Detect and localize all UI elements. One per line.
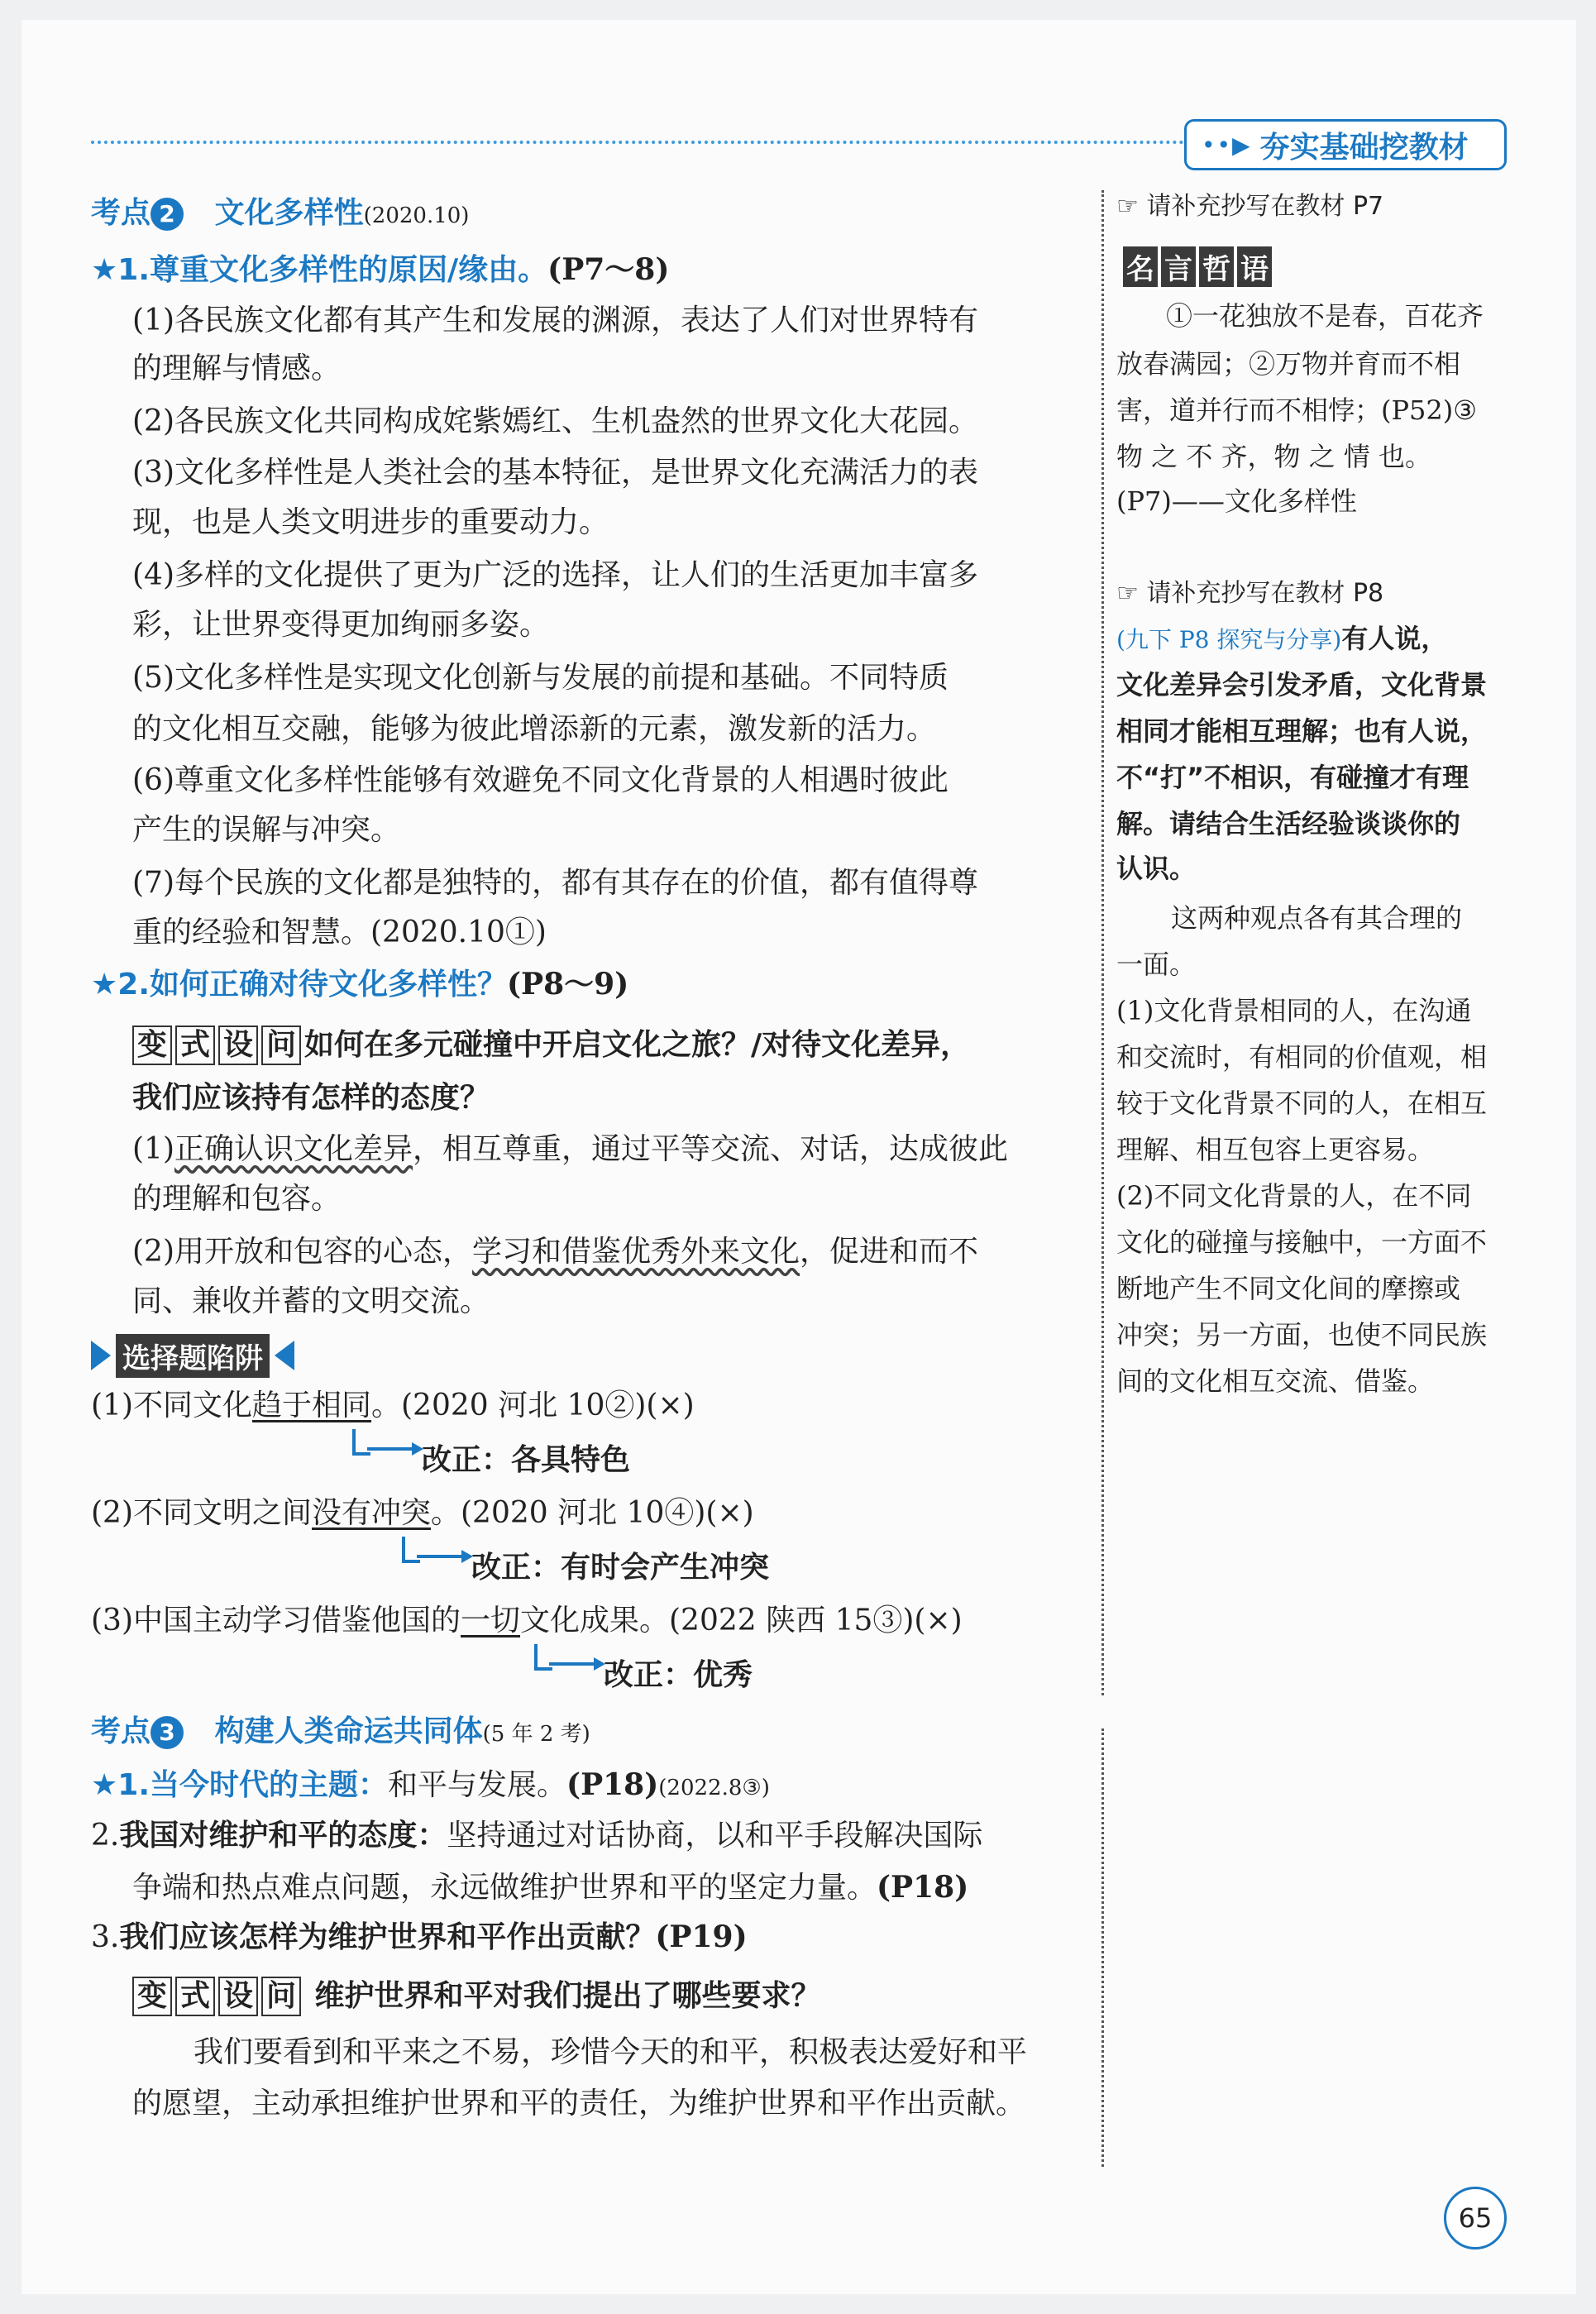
kd3-q2-num: 2. [91,1819,120,1853]
kd2-q1-ref: (P7～8) [547,252,670,287]
kd3-q3 [91,1920,748,1954]
variant-box-char: 设 [218,1977,258,2016]
trap-text: (1)不同文化 [91,1389,252,1422]
trap-correction: 改正：各具特色 [422,1443,631,1477]
quote-line: 放春满园；②万物并育而不相 [1116,348,1461,380]
answer-line: 理解、相互包容上更容易。 [1116,1134,1435,1165]
kd3-q2-line2 [132,1871,968,1905]
kd2-title: 文化多样性 [214,196,364,230]
kd3-q1-body: 和平与发展。 [388,1768,567,1802]
trap-item [91,1389,695,1422]
kd3-q3-answer: 我们要看到和平来之不易，珍惜今天的和平，积极表达爱好和平 [194,2035,1028,2069]
trap-error-phrase: 一切 [461,1604,521,1637]
answer-line: 和交流时，有相同的价值观，相 [1116,1041,1488,1073]
kd2-q1-line: (4)多样的文化提供了更为广泛的选择，让人们的生活更加丰富多 [132,558,978,592]
trap-source: 文化成果。(2022 陕西 15③)(×) [520,1604,963,1637]
kd2-q1-line: 的理解与情感。 [132,351,342,385]
kd3-q1 [91,1768,770,1805]
answer-text: ，相互尊重，通过平等交流、对话，达成彼此 [413,1132,1009,1166]
kd2-q2-heading [91,968,628,1002]
answer-line: 冲突；另一方面，也使不同民族 [1116,1319,1488,1351]
explore-line: 文化差异会引发矛盾，文化背景 [1116,669,1488,700]
trap-item [91,1604,963,1637]
variant-box-char: 变 [132,1977,172,2016]
kd3-q2-ref: (P18) [877,1870,969,1905]
variant-box-char: 设 [218,1026,258,1065]
badge-arrow-icon: ••▶ [1202,131,1252,159]
play-left-icon [275,1341,294,1370]
answer-line: 间的文化相互交流、借鉴。 [1116,1365,1435,1397]
sidebar-note-p7: ☞ 请补充抄写在教材 P7 [1116,192,1384,221]
kd2-q2-answer-2 [132,1236,978,1269]
trap-text: (3)中国主动学习借鉴他国的 [91,1604,461,1637]
answer-text: ，促进和而不 [800,1235,979,1269]
kd2-number-badge: 2 [151,198,184,231]
kd2-q2-variant [132,1026,970,1065]
answer-line: (2)不同文化背景的人，在不同 [1116,1180,1472,1212]
kd3-q3-answer-line2: 的愿望，主动承担维护世界和平的责任，为维护世界和平作出贡献。 [132,2087,1026,2120]
kd3-q3-title: 我们应该怎样为维护世界和平作出贡献？ [119,1920,656,1954]
answer-line: 较于文化背景不同的人，在相互 [1116,1088,1488,1119]
kd3-q3-ref: (P19) [655,1920,748,1954]
kd3-label: 考点 [91,1714,151,1748]
trap-source: 。(2020 河北 10④)(×) [431,1496,754,1530]
trap-correction: 改正：有时会产生冲突 [471,1551,770,1585]
kd3-q2-title: 我国对维护和平的态度： [119,1819,447,1853]
quote-line: ①一花独放不是春，百花齐 [1166,300,1484,332]
kd2-q2-answer-1-line2: 的理解和包容。 [132,1182,342,1216]
kd2-q1-heading [91,253,669,287]
star-icon: ★1. [91,253,150,287]
variant-box-char: 问 [261,1026,301,1065]
variant-box-char: 问 [261,1977,301,2016]
explore-question [1116,622,1447,657]
kd3-heading [91,1715,590,1751]
kd3-q3-variant [132,1977,821,2016]
play-right-icon [91,1341,111,1370]
kd2-year: (2020.10) [363,203,470,228]
kd3-number-badge: 3 [151,1716,184,1749]
answer-line: 文化的碰撞与接触中，一方面不 [1116,1226,1488,1258]
kd2-q1-line: 现，也是人类文明进步的重要动力。 [132,505,609,539]
kd3-title: 构建人类命运共同体 [214,1714,483,1748]
explore-line: 解。请结合生活经验谈谈你的 [1116,808,1461,839]
column-divider-top [1101,190,1104,1695]
kd2-q1-line: (3)文化多样性是人类社会的基本特征，是世界文化充满活力的表 [132,456,978,490]
trap-section-label [91,1335,294,1376]
section-badge-label: 夯实基础挖教材 [1259,130,1469,165]
kd2-q2-variant-text: 如何在多元碰撞中开启文化之旅？/对待文化差异， [304,1028,971,1062]
kd2-q1-line: (1)各民族文化都有其产生和发展的渊源，表达了人们对世界特有 [132,304,978,337]
sidebar-note-p8: ☞ 请补充抄写在教材 P8 [1116,579,1384,608]
column-divider-bottom [1101,1728,1104,2167]
kd2-q2-title: 如何正确对待文化多样性？ [150,968,508,1002]
kd3-q2-body: 坚持通过对话协商，以和平手段解决国际 [447,1819,983,1853]
kd2-q2-variant-line2: 我们应该持有怎样的态度？ [132,1081,490,1115]
kd3-q3-num: 3. [91,1920,120,1954]
kd2-q1-line: 彩，让世界变得更加绚丽多姿。 [132,608,550,642]
kd3-q1-ref: (P18) [566,1767,659,1802]
mingyan-char: 哲 [1197,245,1235,289]
kd2-q1-title: 尊重文化多样性的原因/缘由。 [150,253,548,287]
star-icon: ★1. [91,1768,150,1802]
trap-label: 选择题陷阱 [116,1334,270,1378]
explore-tag: (九下 P8 探究与分享) [1116,626,1342,653]
answer-prefix: (2)用开放和包容的心态， [132,1235,472,1269]
mingyan-char: 语 [1235,245,1273,289]
kd2-label: 考点 [91,196,151,230]
trap-text: (2)不同文明之间 [91,1496,312,1530]
kd3-q1-year: (2022.8③) [658,1776,770,1800]
trap-error-phrase: 没有冲突 [312,1496,432,1530]
kd2-q2-answer-2-line2: 同、兼收并蓄的文明交流。 [132,1284,490,1318]
answer-prefix: (1) [132,1132,174,1166]
mingyan-label [1121,245,1273,289]
answer-line: 一面。 [1116,949,1197,980]
key-phrase: 正确认识文化差异 [174,1132,413,1166]
kd3-q3-variant-text: 维护世界和平对我们提出了哪些要求？ [314,1979,821,2013]
trap-item [91,1497,754,1530]
mingyan-char: 言 [1159,245,1197,289]
kd2-q1-line: 产生的误解与冲突。 [132,813,401,847]
trap-source: 。(2020 河北 10②)(×) [371,1389,695,1422]
kd2-q1-line: (2)各民族文化共同构成姹紫嫣红、生机盎然的世界文化大花园。 [132,404,978,438]
header-dotted-rule [91,141,1191,144]
variant-box-char: 式 [175,1026,215,1065]
kd3-q2 [91,1819,982,1853]
variant-box-char: 式 [175,1977,215,2016]
variant-box-char: 变 [132,1026,172,1065]
quote-line: 害，道并行而不相悖；(P52)③ [1116,394,1477,426]
kd2-q1-line: 的文化相互交融，能够为彼此增添新的元素，激发新的活力。 [132,712,937,746]
kd2-q2-ref: (P8～9) [507,967,629,1002]
explore-line: 不“打”不相识，有碰撞才有理 [1116,762,1469,793]
answer-line: 断地产生不同文化间的摩擦或 [1116,1273,1461,1304]
kd2-q1-line: 重的经验和智慧。(2020.10①) [132,916,547,949]
quote-line: 物 之 不 齐，物 之 情 也。 [1116,441,1432,472]
kd2-q1-line: (6)尊重文化多样性能够有效避免不同文化背景的人相遇时彼此 [132,763,949,797]
kd2-heading [91,197,469,232]
answer-line: 这两种观点各有其合理的 [1171,902,1463,934]
quote-line: (P7)——文化多样性 [1116,485,1357,517]
explore-text: 有人说， [1341,623,1448,654]
trap-correction: 改正：优秀 [604,1658,753,1692]
kd3-q2-body-cont: 争端和热点难点问题，永远做维护世界和平的坚定力量。 [132,1871,877,1905]
section-badge [1184,119,1507,170]
answer-line: (1)文化背景相同的人，在沟通 [1116,995,1472,1026]
key-phrase: 学习和借鉴优秀外来文化 [472,1235,800,1269]
star-icon: ★2. [91,968,150,1002]
kd2-q1-line: (7)每个民族的文化都是独特的，都有其存在的价值，都有值得尊 [132,866,978,900]
trap-error-phrase: 趋于相同 [252,1389,372,1422]
explore-line: 认识。 [1116,853,1197,884]
explore-line: 相同才能相互理解；也有人说， [1116,715,1488,747]
kd3-q1-title: 当今时代的主题： [150,1768,389,1802]
mingyan-char: 名 [1121,245,1159,289]
kd2-q2-answer-1 [132,1133,1008,1166]
kd2-q1-line: (5)文化多样性是实现文化创新与发展的前提和基础。不同特质 [132,661,949,695]
page-number: 65 [1444,2187,1507,2249]
kd3-year: (5 年 2 考) [482,1722,590,1747]
